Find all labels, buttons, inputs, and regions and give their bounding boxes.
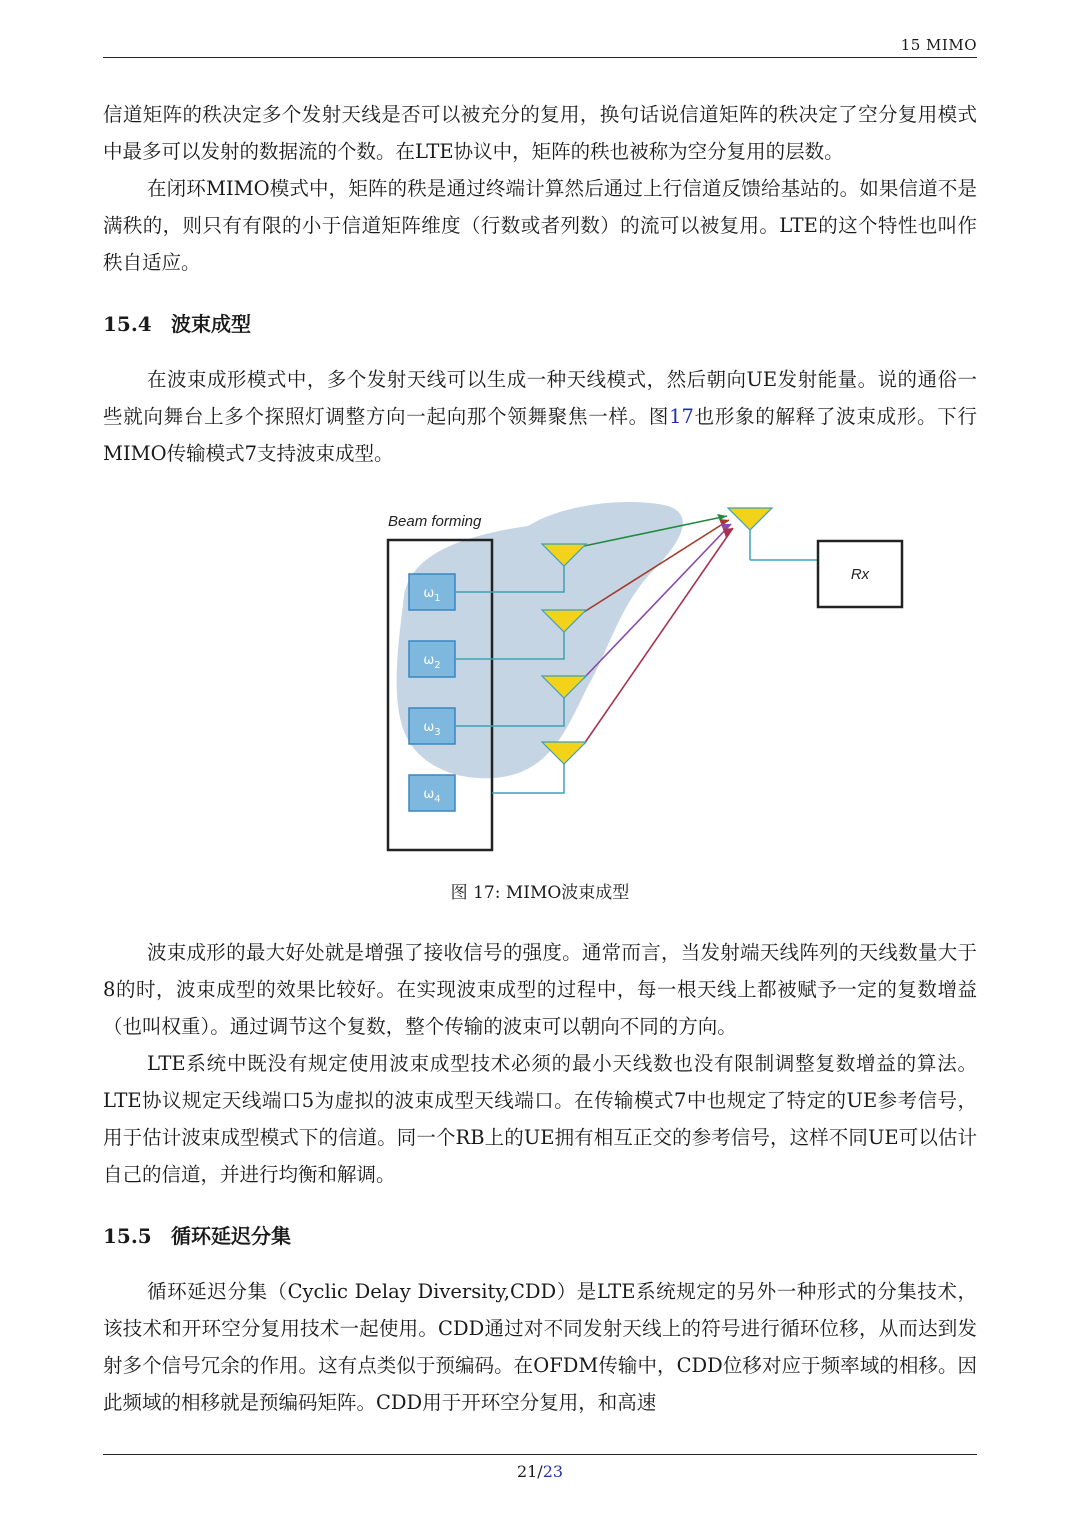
page-number [103,1462,977,1481]
current-page: 21/ [516,1462,543,1481]
paragraph-beamforming-intro [103,361,977,472]
paragraph-beamforming-benefit: 波束成形的最大好处就是增强了接收信号的强度。通常而言，当发射端天线阵列的天线数量大于8的时，波束成型的效果比较好。在实现波束成型的过程中，每一根天线上都被赋予一定的复数增益（也叫权重）。通过调节这个复数，整个传输的波束可以朝向不同的方向。 [103,941,977,1038]
running-header: 15 MIMO [900,36,977,54]
beam-forming-label: Beam forming [388,513,482,530]
section-number: 15.5 [103,1224,152,1248]
figure-caption: 图 17: MIMO波束成型 [450,883,630,903]
weight-label: $\omega_3$ [423,720,441,738]
footer-rule [103,1454,977,1455]
paragraph-text: 在波束成形模式中，多个发射天线可以生成一种天线模式，然后朝向UE发射能量。说的通俗一些就向舞台上多个探照灯调整方向一起向那个领舞聚焦一样。图 [103,368,977,428]
page-body [103,96,977,1421]
paragraph-text: 也形象的解释了波束成形。下行MIMO传输模式7支持波束成型。 [103,405,977,465]
paragraph-rank-layers: 信道矩阵的秩决定多个发射天线是否可以被充分的复用，换句话说信道矩阵的秩决定了空分复用模式中最多可以发射的数据流的个数。在LTE协议中，矩阵的秩也被称为空分复用的层数。 [103,103,977,163]
weight-label: $\omega_2$ [423,653,441,671]
beamforming-diagram [278,486,870,866]
figure-reference-link[interactable]: 17 [669,405,694,428]
beamforming-figure [103,486,977,876]
section-number: 15.4 [103,312,152,336]
section-heading-beamforming [103,309,977,339]
paragraph-rank-adaptation: 在闭环MIMO模式中，矩阵的秩是通过终端计算然后通过上行信道反馈给基站的。如果信道不是满秩的，则只有有限的小于信道矩阵维度（行数或者列数）的流可以被复用。LTE的这个特性也叫作秩自适应。 [103,177,977,274]
total-pages-link[interactable]: 23 [542,1462,564,1481]
header-rule [103,57,977,58]
section-title: 循环延迟分集 [171,1224,291,1248]
tx-antenna [542,742,586,764]
weight-label: $\omega_1$ [423,586,441,604]
weight-label: $\omega_4$ [423,787,441,805]
section-heading-cdd [103,1221,977,1251]
paragraph-cdd: 循环延迟分集（Cyclic Delay Diversity,CDD）是LTE系统规定的另外一种形式的分集技术，该技术和开环空分复用技术一起使用。CDD通过对不同发射天线上的符号进行循环位移，从而达到发射多个信号冗余的作用。这有点类似于预编码。在OFDM传输中，CDD位移对应于频率域的相移。因此频域的相移就是预编码矩阵。CDD用于开环空分复用，和高速 [103,1280,977,1414]
paragraph-lte-beamforming: LTE系统中既没有规定使用波束成型技术必须的最小天线数也没有限制调整复数增益的算法。LTE协议规定天线端口5为虚拟的波束成型天线端口。在传输模式7中也规定了特定的UE参考信号，用于估计波束成型模式下的信道。同一个RB上的UE拥有相互正交的参考信号，这样不同UE可以估计自己的信道，并进行均衡和解调。 [103,1052,977,1186]
rx-antenna [728,508,772,530]
rx-label: Rx [850,566,870,583]
section-title: 波束成型 [171,312,251,336]
